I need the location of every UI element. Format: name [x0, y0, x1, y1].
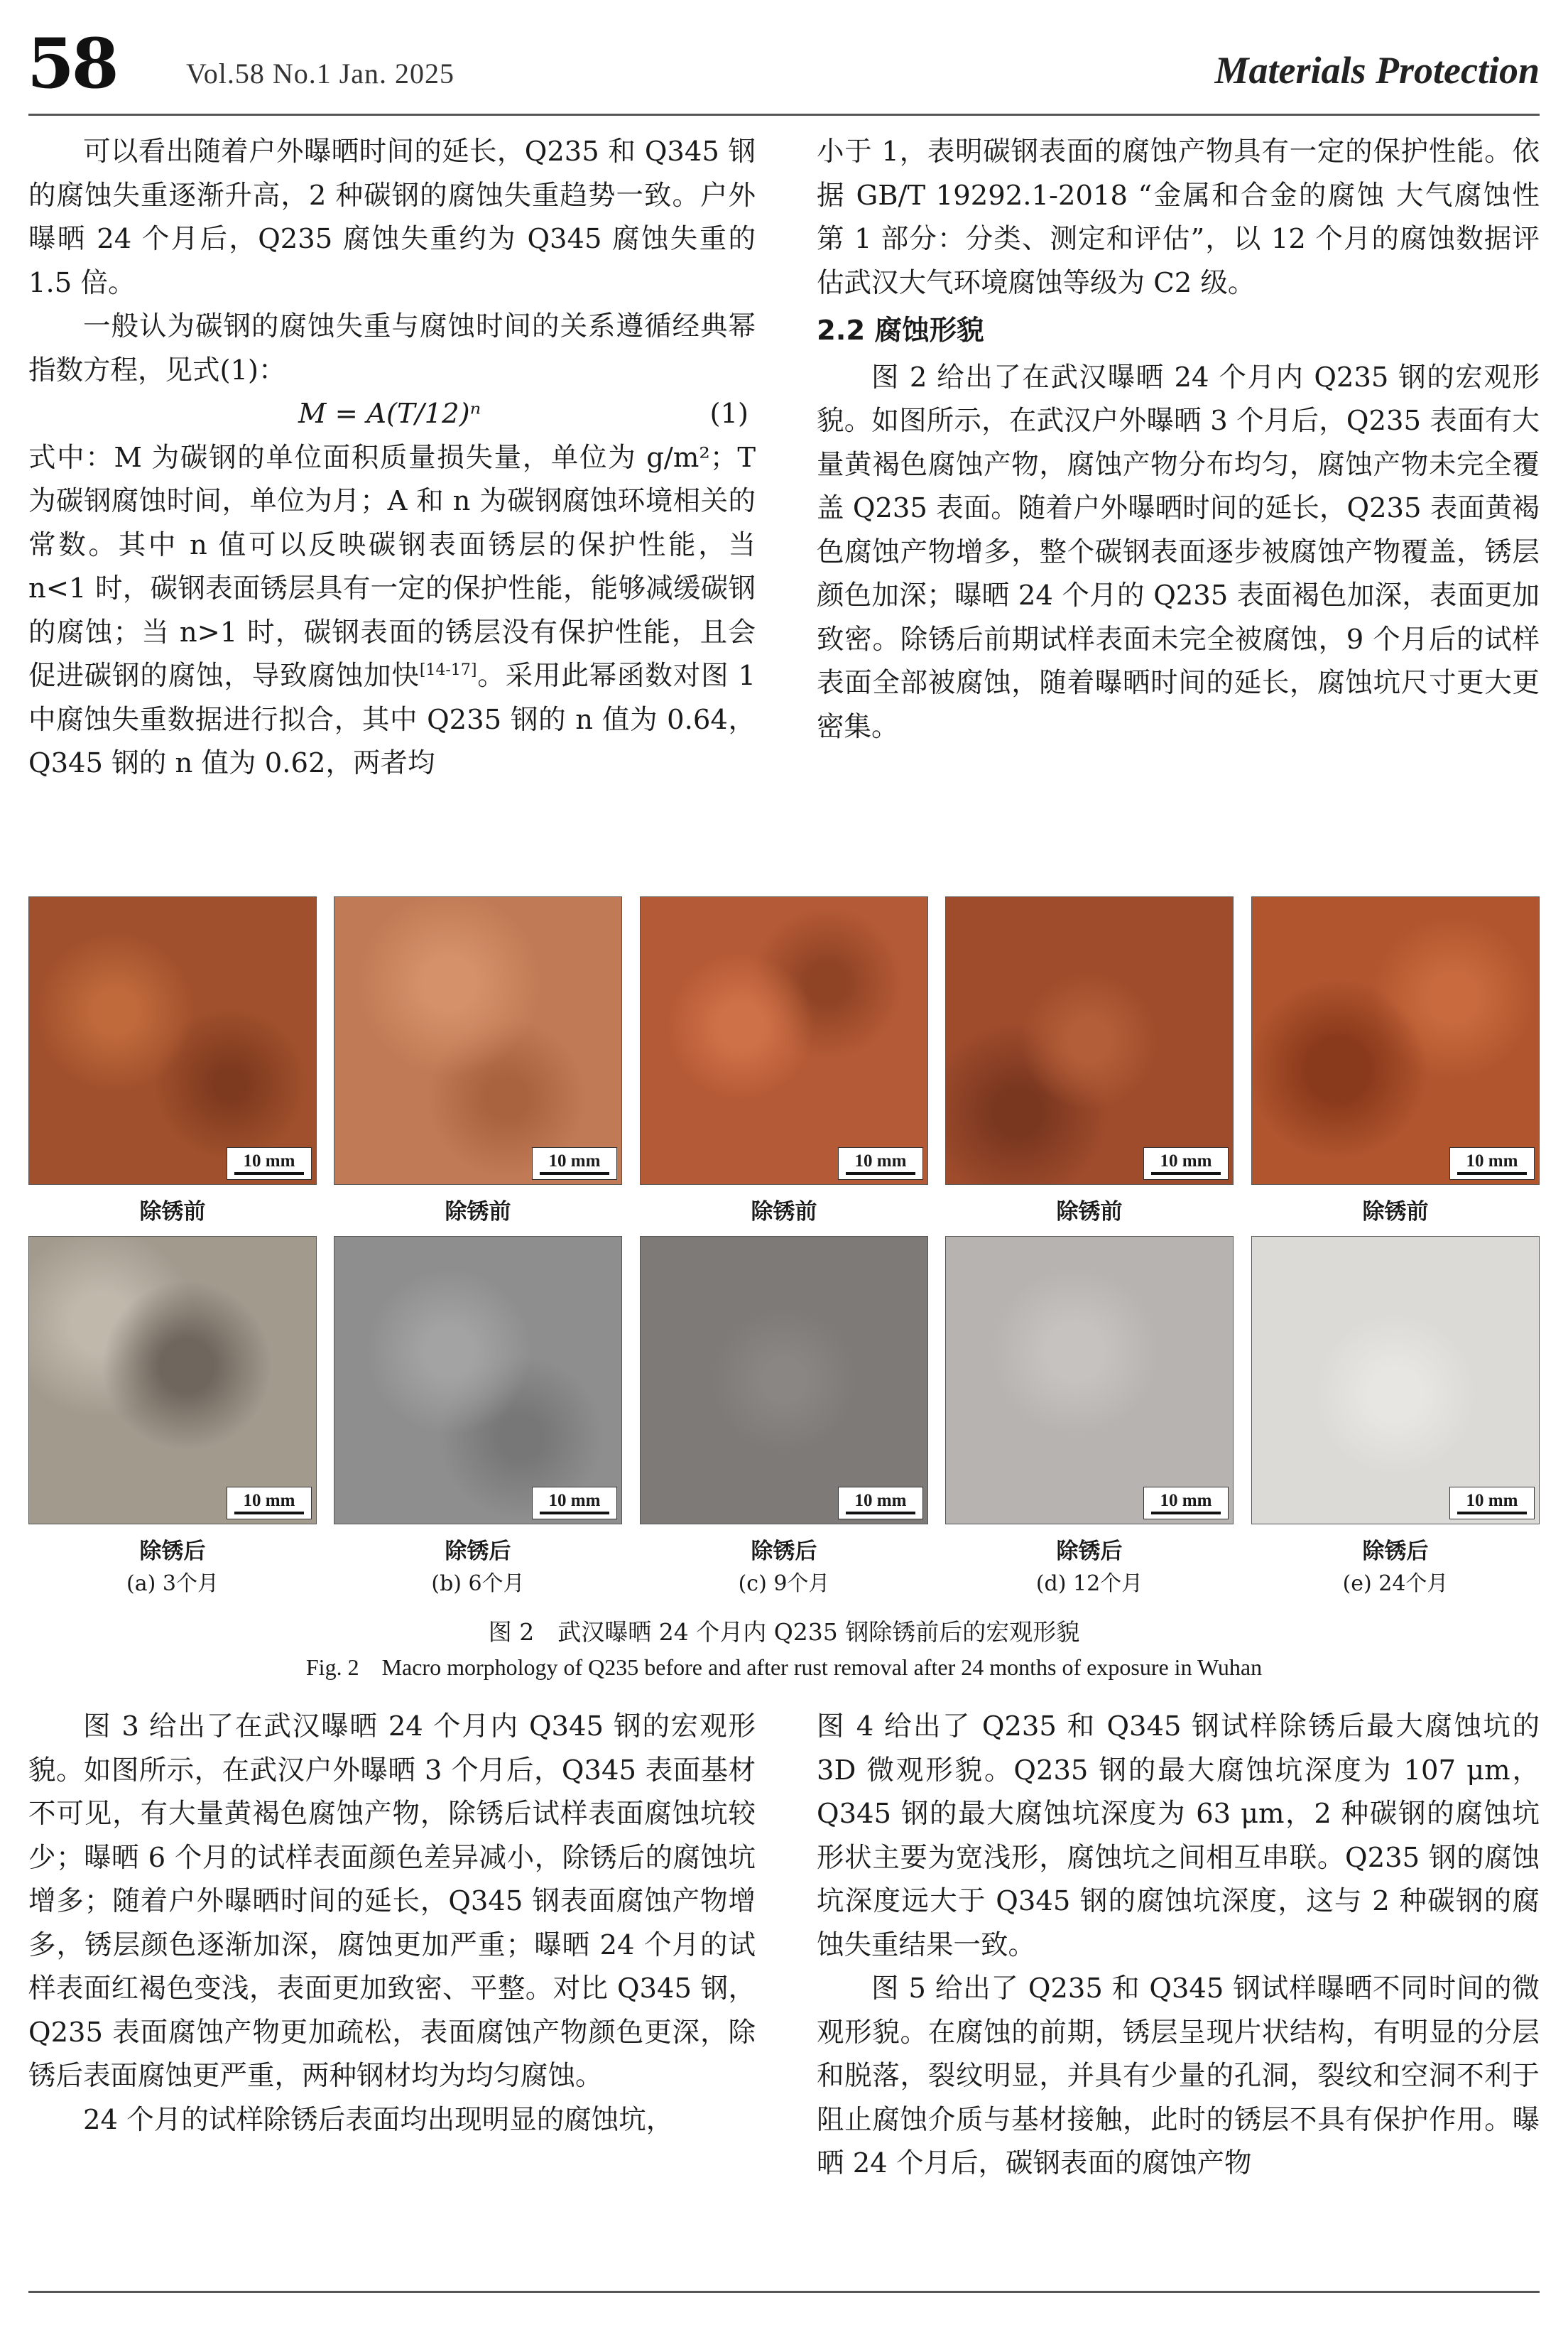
paragraph-text: 。采用此幂函数对图 1 中腐蚀失重数据进行拟合，其中 Q235 钢的 n 值为 0.64，Q345 钢的 n 值为 0.62，两者均: [28, 660, 756, 779]
after-label: 除锈后: [445, 1539, 511, 1564]
paragraph: 一般认为碳钢的腐蚀失重与腐蚀时间的关系遵循经典幂指数方程，见式(1)：: [28, 310, 756, 386]
after-image: [334, 1236, 622, 1524]
before-label: 除锈前: [139, 1199, 206, 1225]
volume-info: Vol.58 No.1 Jan. 2025: [186, 58, 455, 90]
scale-bar: 10 mm: [227, 1147, 312, 1180]
scale-bar: 10 mm: [532, 1487, 617, 1519]
after-label: 除锈后: [139, 1539, 206, 1564]
after-label: 除锈后: [1362, 1539, 1429, 1564]
paragraph: 图 2 给出了在武汉曝晒 24 个月内 Q235 钢的宏观形貌。如图所示，在武汉户外曝晒 3 个月后，Q235 表面有大量黄褐色腐蚀产物，腐蚀产物分布均匀，腐蚀产物未完全覆盖 Q235 表面。随着户外曝晒时间的延长，Q235 表面黄褐色腐蚀产物增多，整个碳钢表面逐步被腐蚀产物覆盖，锈层颜色加深；曝晒 24 个月的 Q235 表面褐色加深，表面更加致密。除锈后前期试样表面未完全被腐蚀，9 个月后的试样表面全部被腐蚀，随着曝晒时间的延长，腐蚀坑尺寸更大更密集。: [817, 361, 1540, 743]
scale-bar: 10 mm: [838, 1487, 923, 1519]
footer-rule: [28, 2291, 1540, 2293]
before-label: 除锈前: [751, 1199, 817, 1225]
scale-bar: 10 mm: [1449, 1487, 1535, 1519]
subcaption: (c) 9个月: [738, 1571, 830, 1596]
equation-1: [28, 392, 756, 436]
before-image: [1251, 896, 1540, 1185]
journal-title: Materials Protection: [1214, 49, 1540, 92]
before-label: 除锈前: [1362, 1199, 1429, 1225]
after-label: 除锈后: [751, 1539, 817, 1564]
paragraph: [28, 436, 756, 786]
bottom-right-column: [817, 1705, 1540, 2186]
subcaption: (a) 3个月: [126, 1571, 219, 1596]
citation: [14-17]: [419, 661, 477, 680]
scale-bar: 10 mm: [1143, 1487, 1229, 1519]
paragraph: 小于 1，表明碳钢表面的腐蚀产物具有一定的保护性能。依据 GB/T 19292.1-2018 “金属和合金的腐蚀 大气腐蚀性 第 1 部分：分类、测定和评估”，以 12 个月的腐蚀数据评估武汉大气环境腐蚀等级为 C2 级。: [817, 136, 1540, 299]
paragraph: 可以看出随着户外曝晒时间的延长，Q235 和 Q345 钢的腐蚀失重逐渐升高，2 种碳钢的腐蚀失重趋势一致。户外曝晒 24 个月后，Q235 腐蚀失重约为 Q345 腐蚀失重的 1.5 倍。: [28, 136, 756, 299]
equation-number: (1): [709, 398, 748, 430]
subcaption: (b) 6个月: [431, 1571, 525, 1596]
equation-body: M = A(T/12)ⁿ: [298, 398, 481, 430]
top-right-column: [817, 130, 1540, 749]
before-label: 除锈前: [445, 1199, 511, 1225]
before-image: [945, 896, 1234, 1185]
before-image: [334, 896, 622, 1185]
scale-bar: 10 mm: [1143, 1147, 1229, 1180]
after-label: 除锈后: [1056, 1539, 1123, 1564]
scale-bar: 10 mm: [227, 1487, 312, 1519]
before-image: [640, 896, 928, 1185]
figure-2: [28, 896, 1540, 1680]
paragraph: 图 4 给出了 Q235 和 Q345 钢试样除锈后最大腐蚀坑的 3D 微观形貌。Q235 钢的最大腐蚀坑深度为 107 μm，Q345 钢的最大腐蚀坑深度为 63 μm，2 种碳钢的腐蚀坑形状主要为宽浅形，腐蚀坑之间相互串联。Q235 钢的腐蚀坑深度远大于 Q345 钢的腐蚀坑深度，这与 2 种碳钢的腐蚀失重结果一致。: [817, 1710, 1540, 1961]
paragraph: 图 5 给出了 Q235 和 Q345 钢试样曝晒不同时间的微观形貌。在腐蚀的前期，锈层呈现片状结构，有明显的分层和脱落，裂纹明显，并具有少量的孔洞，裂纹和空洞不利于阻止腐蚀介质与基材接触，此时的锈层不具有保护作用。曝晒 24 个月后，碳钢表面的腐蚀产物: [817, 1973, 1540, 2179]
paragraph-text: 式中：M 为碳钢的单位面积质量损失量，单位为 g/m²；T 为碳钢腐蚀时间，单位为月；A 和 n 为碳钢腐蚀环境相关的常数。其中 n 值可以反映碳钢表面锈层的保护性能，当 n<1 时，碳钢表面锈层具有一定的保护性能，能够减缓碳钢的腐蚀；当 n>1 时，碳钢表面的锈层没有保护性能，且会促进碳钢的腐蚀，导致腐蚀加快: [28, 441, 756, 692]
paragraph: 24 个月的试样除锈后表面均出现明显的腐蚀坑，: [83, 2103, 674, 2136]
section-heading: 2.2 腐蚀形貌: [817, 315, 984, 347]
scale-bar: 10 mm: [838, 1147, 923, 1180]
page-number: 58: [27, 23, 116, 104]
header-rule: [28, 114, 1540, 116]
after-image: [945, 1236, 1234, 1524]
scale-bar: 10 mm: [1449, 1147, 1535, 1180]
paragraph: 图 3 给出了在武汉曝晒 24 个月内 Q345 钢的宏观形貌。如图所示，在武汉户外曝晒 3 个月后，Q345 表面基材不可见，有大量黄褐色腐蚀产物，除锈后试样表面腐蚀坑较少；曝晒 6 个月的试样表面颜色差异减小，除锈后的腐蚀坑增多；随着户外曝晒时间的延长，Q345 钢表面腐蚀产物增多，锈层颜色逐渐加深，腐蚀更加严重；曝晒 24 个月的试样表面红褐色变浅，表面更加致密、平整。对比 Q345 钢，Q235 表面腐蚀产物更加疏松，表面腐蚀产物颜色更深，除锈后表面腐蚀更严重，两种钢材均为均匀腐蚀。: [28, 1710, 756, 2092]
after-image: [1251, 1236, 1540, 1524]
after-image: [640, 1236, 928, 1524]
figure-caption-en: Fig. 2 Macro morphology of Q235 before and after rust removal after 24 months of exposure in Wuhan: [305, 1654, 1263, 1680]
before-label: 除锈前: [1056, 1199, 1123, 1225]
after-image: [28, 1236, 317, 1524]
figure-caption-cn: 图 2 武汉曝晒 24 个月内 Q235 钢除锈前后的宏观形貌: [488, 1618, 1080, 1646]
top-left-column: [28, 130, 756, 786]
subcaption: (e) 24个月: [1342, 1571, 1449, 1596]
scale-bar: 10 mm: [532, 1147, 617, 1180]
before-image: [28, 896, 317, 1185]
subcaption: (d) 12个月: [1035, 1571, 1143, 1596]
bottom-left-column: [28, 1705, 756, 2142]
